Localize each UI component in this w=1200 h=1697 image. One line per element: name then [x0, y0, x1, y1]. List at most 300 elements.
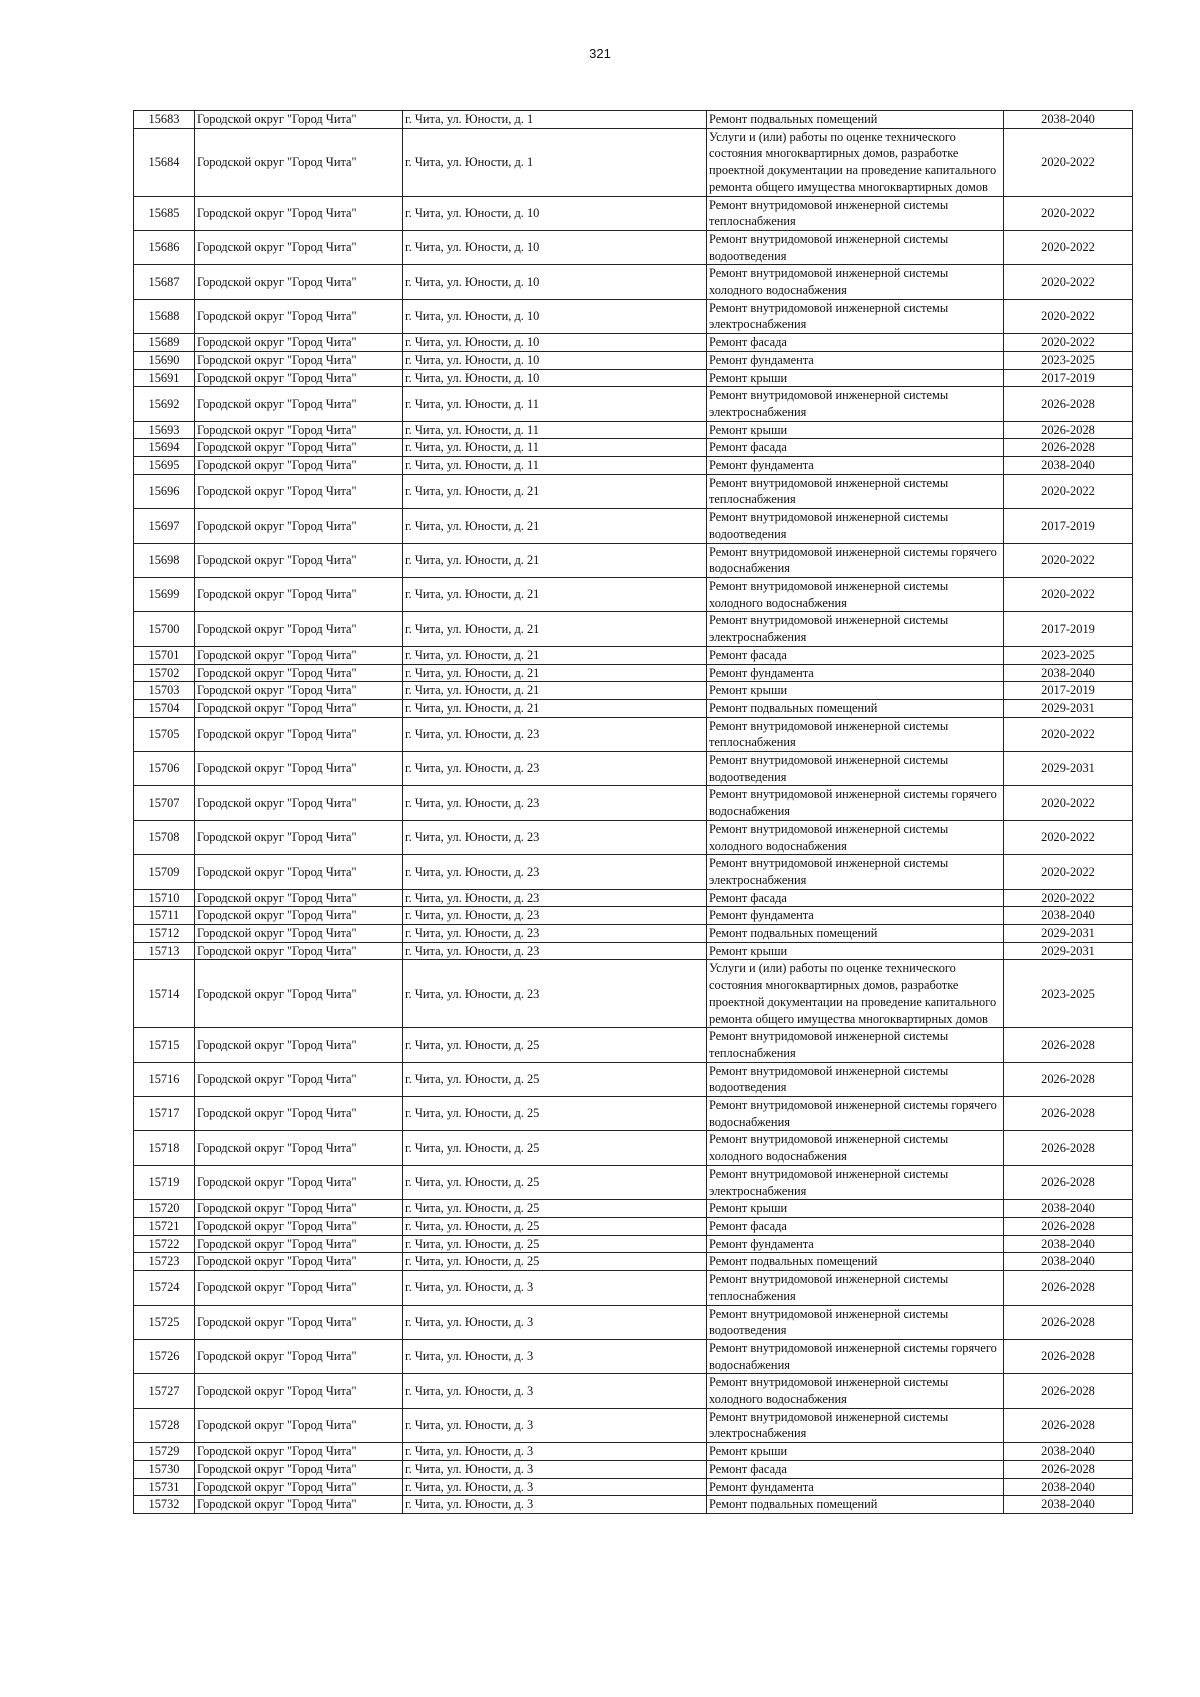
row-number-cell: 15731 [134, 1478, 195, 1496]
table-row [134, 439, 1133, 457]
table-row [134, 1374, 1133, 1408]
period-cell: 2026-2028 [1004, 1165, 1133, 1199]
address-cell: г. Чита, ул. Юности, д. 21 [403, 664, 707, 682]
table-row [134, 612, 1133, 646]
row-number-cell: 15727 [134, 1374, 195, 1408]
municipality-cell: Городской округ "Город Чита" [195, 889, 403, 907]
work-type-cell: Ремонт крыши [707, 682, 1004, 700]
address-cell: г. Чита, ул. Юности, д. 3 [403, 1339, 707, 1373]
row-number-cell: 15724 [134, 1271, 195, 1305]
municipality-cell: Городской округ "Город Чита" [195, 960, 403, 1028]
row-number-cell: 15687 [134, 265, 195, 299]
municipality-cell: Городской округ "Город Чита" [195, 717, 403, 751]
municipality-cell: Городской округ "Город Чита" [195, 1253, 403, 1271]
work-type-cell: Ремонт фундамента [707, 1235, 1004, 1253]
work-type-cell: Ремонт крыши [707, 1200, 1004, 1218]
row-number-cell: 15712 [134, 925, 195, 943]
municipality-cell: Городской округ "Город Чита" [195, 1374, 403, 1408]
address-cell: г. Чита, ул. Юности, д. 25 [403, 1062, 707, 1096]
municipality-cell: Городской округ "Город Чита" [195, 1443, 403, 1461]
table-row [134, 509, 1133, 543]
address-cell: г. Чита, ул. Юности, д. 21 [403, 577, 707, 611]
table-row [134, 1443, 1133, 1461]
row-number-cell: 15720 [134, 1200, 195, 1218]
period-cell: 2029-2031 [1004, 942, 1133, 960]
row-number-cell: 15689 [134, 334, 195, 352]
table-row [134, 351, 1133, 369]
municipality-cell: Городской округ "Город Чита" [195, 942, 403, 960]
municipality-cell: Городской округ "Город Чита" [195, 1028, 403, 1062]
work-type-cell: Услуги и (или) работы по оценке технического состояния многоквартирных домов, разработке проектной документации на проведение капитального ремонта общего имущества многоквартирных домов [707, 960, 1004, 1028]
row-number-cell: 15729 [134, 1443, 195, 1461]
table-row [134, 717, 1133, 751]
period-cell: 2017-2019 [1004, 612, 1133, 646]
municipality-cell: Городской округ "Город Чита" [195, 1496, 403, 1514]
table-row [134, 265, 1133, 299]
work-type-cell: Ремонт подвальных помещений [707, 111, 1004, 129]
period-cell: 2020-2022 [1004, 855, 1133, 889]
table-row [134, 387, 1133, 421]
address-cell: г. Чита, ул. Юности, д. 3 [403, 1496, 707, 1514]
work-type-cell: Ремонт внутридомовой инженерной системы водоотведения [707, 1305, 1004, 1339]
work-type-cell: Ремонт крыши [707, 369, 1004, 387]
table-row [134, 1253, 1133, 1271]
table-row [134, 1028, 1133, 1062]
row-number-cell: 15683 [134, 111, 195, 129]
work-type-cell: Ремонт внутридомовой инженерной системы теплоснабжения [707, 474, 1004, 508]
address-cell: г. Чита, ул. Юности, д. 10 [403, 369, 707, 387]
table-row [134, 699, 1133, 717]
period-cell: 2020-2022 [1004, 196, 1133, 230]
municipality-cell: Городской округ "Город Чита" [195, 1200, 403, 1218]
row-number-cell: 15715 [134, 1028, 195, 1062]
table-row [134, 646, 1133, 664]
table-row [134, 925, 1133, 943]
municipality-cell: Городской округ "Город Чита" [195, 543, 403, 577]
table-row [134, 111, 1133, 129]
period-cell: 2026-2028 [1004, 1218, 1133, 1236]
period-cell: 2017-2019 [1004, 509, 1133, 543]
period-cell: 2026-2028 [1004, 387, 1133, 421]
period-cell: 2026-2028 [1004, 1062, 1133, 1096]
municipality-cell: Городской округ "Город Чита" [195, 907, 403, 925]
table-row [134, 457, 1133, 475]
table-row [134, 1339, 1133, 1373]
work-type-cell: Ремонт внутридомовой инженерной системы электроснабжения [707, 855, 1004, 889]
row-number-cell: 15691 [134, 369, 195, 387]
table-row [134, 543, 1133, 577]
table-row [134, 1408, 1133, 1442]
municipality-cell: Городской округ "Город Чита" [195, 1165, 403, 1199]
period-cell: 2026-2028 [1004, 1097, 1133, 1131]
period-cell: 2026-2028 [1004, 1374, 1133, 1408]
row-number-cell: 15704 [134, 699, 195, 717]
address-cell: г. Чита, ул. Юности, д. 23 [403, 907, 707, 925]
period-cell: 2020-2022 [1004, 786, 1133, 820]
work-type-cell: Ремонт фундамента [707, 351, 1004, 369]
municipality-cell: Городской округ "Город Чита" [195, 1408, 403, 1442]
municipality-cell: Городской округ "Город Чита" [195, 1305, 403, 1339]
address-cell: г. Чита, ул. Юности, д. 10 [403, 230, 707, 264]
municipality-cell: Городской округ "Город Чита" [195, 752, 403, 786]
period-cell: 2020-2022 [1004, 889, 1133, 907]
work-type-cell: Ремонт фасада [707, 646, 1004, 664]
municipality-cell: Городской округ "Город Чита" [195, 1131, 403, 1165]
address-cell: г. Чита, ул. Юности, д. 21 [403, 682, 707, 700]
period-cell: 2026-2028 [1004, 421, 1133, 439]
row-number-cell: 15686 [134, 230, 195, 264]
municipality-cell: Городской округ "Город Чита" [195, 1271, 403, 1305]
work-type-cell: Ремонт подвальных помещений [707, 925, 1004, 943]
table-row [134, 1478, 1133, 1496]
period-cell: 2020-2022 [1004, 128, 1133, 196]
table-row [134, 682, 1133, 700]
period-cell: 2029-2031 [1004, 752, 1133, 786]
period-cell: 2026-2028 [1004, 1131, 1133, 1165]
row-number-cell: 15723 [134, 1253, 195, 1271]
work-type-cell: Ремонт фасада [707, 439, 1004, 457]
address-cell: г. Чита, ул. Юности, д. 11 [403, 387, 707, 421]
table-row [134, 907, 1133, 925]
table-row [134, 230, 1133, 264]
table-row [134, 786, 1133, 820]
row-number-cell: 15714 [134, 960, 195, 1028]
row-number-cell: 15732 [134, 1496, 195, 1514]
row-number-cell: 15721 [134, 1218, 195, 1236]
work-type-cell: Ремонт внутридомовой инженерной системы теплоснабжения [707, 196, 1004, 230]
table-row [134, 820, 1133, 854]
municipality-cell: Городской округ "Город Чита" [195, 509, 403, 543]
table-row [134, 664, 1133, 682]
period-cell: 2020-2022 [1004, 299, 1133, 333]
municipality-cell: Городской округ "Город Чита" [195, 299, 403, 333]
address-cell: г. Чита, ул. Юности, д. 21 [403, 646, 707, 664]
municipality-cell: Городской округ "Город Чита" [195, 351, 403, 369]
address-cell: г. Чита, ул. Юности, д. 10 [403, 351, 707, 369]
period-cell: 2020-2022 [1004, 265, 1133, 299]
address-cell: г. Чита, ул. Юности, д. 21 [403, 509, 707, 543]
work-type-cell: Ремонт внутридомовой инженерной системы теплоснабжения [707, 717, 1004, 751]
municipality-cell: Городской округ "Город Чита" [195, 1062, 403, 1096]
address-cell: г. Чита, ул. Юности, д. 23 [403, 786, 707, 820]
address-cell: г. Чита, ул. Юности, д. 3 [403, 1408, 707, 1442]
work-type-cell: Ремонт внутридомовой инженерной системы горячего водоснабжения [707, 1097, 1004, 1131]
municipality-cell: Городской округ "Город Чита" [195, 265, 403, 299]
table-row [134, 942, 1133, 960]
address-cell: г. Чита, ул. Юности, д. 25 [403, 1165, 707, 1199]
page-number: 321 [589, 46, 611, 61]
address-cell: г. Чита, ул. Юности, д. 21 [403, 699, 707, 717]
work-type-cell: Ремонт внутридомовой инженерной системы теплоснабжения [707, 1271, 1004, 1305]
work-type-cell: Ремонт фасада [707, 889, 1004, 907]
address-cell: г. Чита, ул. Юности, д. 10 [403, 334, 707, 352]
work-type-cell: Ремонт фасада [707, 334, 1004, 352]
period-cell: 2038-2040 [1004, 1496, 1133, 1514]
period-cell: 2017-2019 [1004, 682, 1133, 700]
table-row [134, 1235, 1133, 1253]
row-number-cell: 15719 [134, 1165, 195, 1199]
address-cell: г. Чита, ул. Юности, д. 1 [403, 111, 707, 129]
table-row [134, 196, 1133, 230]
row-number-cell: 15709 [134, 855, 195, 889]
period-cell: 2023-2025 [1004, 960, 1133, 1028]
row-number-cell: 15707 [134, 786, 195, 820]
address-cell: г. Чита, ул. Юности, д. 23 [403, 855, 707, 889]
row-number-cell: 15711 [134, 907, 195, 925]
address-cell: г. Чита, ул. Юности, д. 21 [403, 612, 707, 646]
municipality-cell: Городской округ "Город Чита" [195, 439, 403, 457]
table-row [134, 474, 1133, 508]
work-type-cell: Ремонт внутридомовой инженерной системы горячего водоснабжения [707, 1339, 1004, 1373]
table-row [134, 369, 1133, 387]
row-number-cell: 15690 [134, 351, 195, 369]
municipality-cell: Городской округ "Город Чита" [195, 128, 403, 196]
municipality-cell: Городской округ "Город Чита" [195, 855, 403, 889]
municipality-cell: Городской округ "Город Чита" [195, 421, 403, 439]
period-cell: 2038-2040 [1004, 111, 1133, 129]
address-cell: г. Чита, ул. Юности, д. 25 [403, 1235, 707, 1253]
address-cell: г. Чита, ул. Юности, д. 11 [403, 421, 707, 439]
period-cell: 2038-2040 [1004, 1478, 1133, 1496]
municipality-cell: Городской округ "Город Чита" [195, 1478, 403, 1496]
row-number-cell: 15696 [134, 474, 195, 508]
municipality-cell: Городской округ "Город Чита" [195, 387, 403, 421]
work-type-cell: Ремонт внутридомовой инженерной системы электроснабжения [707, 1165, 1004, 1199]
municipality-cell: Городской округ "Город Чита" [195, 699, 403, 717]
table-row [134, 128, 1133, 196]
row-number-cell: 15726 [134, 1339, 195, 1373]
table-row [134, 1062, 1133, 1096]
table-row [134, 334, 1133, 352]
address-cell: г. Чита, ул. Юности, д. 23 [403, 925, 707, 943]
period-cell: 2023-2025 [1004, 351, 1133, 369]
table-row [134, 1200, 1133, 1218]
period-cell: 2038-2040 [1004, 1200, 1133, 1218]
row-number-cell: 15705 [134, 717, 195, 751]
work-type-cell: Ремонт внутридомовой инженерной системы холодного водоснабжения [707, 1374, 1004, 1408]
municipality-cell: Городской округ "Город Чита" [195, 820, 403, 854]
period-cell: 2023-2025 [1004, 646, 1133, 664]
period-cell: 2026-2028 [1004, 1028, 1133, 1062]
address-cell: г. Чита, ул. Юности, д. 10 [403, 299, 707, 333]
work-type-cell: Ремонт внутридомовой инженерной системы горячего водоснабжения [707, 543, 1004, 577]
period-cell: 2026-2028 [1004, 1460, 1133, 1478]
work-type-cell: Ремонт внутридомовой инженерной системы холодного водоснабжения [707, 577, 1004, 611]
work-type-cell: Ремонт внутридомовой инженерной системы холодного водоснабжения [707, 265, 1004, 299]
table-row [134, 577, 1133, 611]
row-number-cell: 15725 [134, 1305, 195, 1339]
table-row [134, 299, 1133, 333]
work-type-cell: Ремонт фундамента [707, 1478, 1004, 1496]
work-type-cell: Ремонт внутридомовой инженерной системы теплоснабжения [707, 1028, 1004, 1062]
table-row [134, 421, 1133, 439]
table-row [134, 1271, 1133, 1305]
row-number-cell: 15699 [134, 577, 195, 611]
period-cell: 2038-2040 [1004, 664, 1133, 682]
address-cell: г. Чита, ул. Юности, д. 21 [403, 474, 707, 508]
row-number-cell: 15717 [134, 1097, 195, 1131]
work-type-cell: Ремонт крыши [707, 942, 1004, 960]
address-cell: г. Чита, ул. Юности, д. 23 [403, 889, 707, 907]
work-type-cell: Ремонт крыши [707, 1443, 1004, 1461]
work-type-cell: Ремонт внутридомовой инженерной системы водоотведения [707, 752, 1004, 786]
municipality-cell: Городской округ "Город Чита" [195, 1097, 403, 1131]
period-cell: 2038-2040 [1004, 1235, 1133, 1253]
row-number-cell: 15700 [134, 612, 195, 646]
address-cell: г. Чита, ул. Юности, д. 25 [403, 1253, 707, 1271]
municipality-cell: Городской округ "Город Чита" [195, 664, 403, 682]
repair-schedule-table [133, 110, 1133, 1514]
municipality-cell: Городской округ "Город Чита" [195, 334, 403, 352]
address-cell: г. Чита, ул. Юности, д. 3 [403, 1305, 707, 1339]
address-cell: г. Чита, ул. Юности, д. 3 [403, 1374, 707, 1408]
work-type-cell: Ремонт внутридомовой инженерной системы холодного водоснабжения [707, 820, 1004, 854]
address-cell: г. Чита, ул. Юности, д. 25 [403, 1218, 707, 1236]
period-cell: 2029-2031 [1004, 699, 1133, 717]
municipality-cell: Городской округ "Город Чита" [195, 786, 403, 820]
period-cell: 2020-2022 [1004, 474, 1133, 508]
municipality-cell: Городской округ "Город Чита" [195, 1339, 403, 1373]
address-cell: г. Чита, ул. Юности, д. 3 [403, 1460, 707, 1478]
work-type-cell: Ремонт внутридомовой инженерной системы электроснабжения [707, 387, 1004, 421]
municipality-cell: Городской округ "Город Чита" [195, 196, 403, 230]
work-type-cell: Ремонт внутридомовой инженерной системы электроснабжения [707, 299, 1004, 333]
work-type-cell: Ремонт подвальных помещений [707, 1496, 1004, 1514]
period-cell: 2026-2028 [1004, 1271, 1133, 1305]
row-number-cell: 15693 [134, 421, 195, 439]
municipality-cell: Городской округ "Город Чита" [195, 925, 403, 943]
work-type-cell: Ремонт фасада [707, 1460, 1004, 1478]
period-cell: 2029-2031 [1004, 925, 1133, 943]
row-number-cell: 15685 [134, 196, 195, 230]
period-cell: 2020-2022 [1004, 334, 1133, 352]
address-cell: г. Чита, ул. Юности, д. 25 [403, 1097, 707, 1131]
period-cell: 2038-2040 [1004, 457, 1133, 475]
period-cell: 2026-2028 [1004, 1339, 1133, 1373]
municipality-cell: Городской округ "Город Чита" [195, 612, 403, 646]
work-type-cell: Ремонт внутридомовой инженерной системы водоотведения [707, 509, 1004, 543]
municipality-cell: Городской округ "Город Чита" [195, 230, 403, 264]
work-type-cell: Ремонт внутридомовой инженерной системы электроснабжения [707, 1408, 1004, 1442]
table-row [134, 1097, 1133, 1131]
row-number-cell: 15716 [134, 1062, 195, 1096]
address-cell: г. Чита, ул. Юности, д. 10 [403, 196, 707, 230]
work-type-cell: Ремонт фундамента [707, 664, 1004, 682]
period-cell: 2038-2040 [1004, 1443, 1133, 1461]
row-number-cell: 15702 [134, 664, 195, 682]
period-cell: 2026-2028 [1004, 1305, 1133, 1339]
period-cell: 2038-2040 [1004, 907, 1133, 925]
table-row [134, 1460, 1133, 1478]
period-cell: 2038-2040 [1004, 1253, 1133, 1271]
work-type-cell: Ремонт внутридомовой инженерной системы водоотведения [707, 1062, 1004, 1096]
row-number-cell: 15706 [134, 752, 195, 786]
table-row [134, 1131, 1133, 1165]
period-cell: 2020-2022 [1004, 577, 1133, 611]
row-number-cell: 15730 [134, 1460, 195, 1478]
municipality-cell: Городской округ "Город Чита" [195, 369, 403, 387]
table-row [134, 889, 1133, 907]
period-cell: 2020-2022 [1004, 820, 1133, 854]
table-row [134, 1165, 1133, 1199]
row-number-cell: 15692 [134, 387, 195, 421]
address-cell: г. Чита, ул. Юности, д. 23 [403, 752, 707, 786]
municipality-cell: Городской округ "Город Чита" [195, 1235, 403, 1253]
municipality-cell: Городской округ "Город Чита" [195, 1218, 403, 1236]
row-number-cell: 15708 [134, 820, 195, 854]
address-cell: г. Чита, ул. Юности, д. 3 [403, 1478, 707, 1496]
period-cell: 2026-2028 [1004, 1408, 1133, 1442]
municipality-cell: Городской округ "Город Чита" [195, 111, 403, 129]
address-cell: г. Чита, ул. Юности, д. 10 [403, 265, 707, 299]
municipality-cell: Городской округ "Город Чита" [195, 1460, 403, 1478]
address-cell: г. Чита, ул. Юности, д. 23 [403, 960, 707, 1028]
row-number-cell: 15710 [134, 889, 195, 907]
period-cell: 2017-2019 [1004, 369, 1133, 387]
address-cell: г. Чита, ул. Юности, д. 1 [403, 128, 707, 196]
address-cell: г. Чита, ул. Юности, д. 25 [403, 1131, 707, 1165]
work-type-cell: Ремонт фундамента [707, 457, 1004, 475]
row-number-cell: 15728 [134, 1408, 195, 1442]
address-cell: г. Чита, ул. Юности, д. 21 [403, 543, 707, 577]
municipality-cell: Городской округ "Город Чита" [195, 577, 403, 611]
municipality-cell: Городской округ "Город Чита" [195, 646, 403, 664]
row-number-cell: 15703 [134, 682, 195, 700]
row-number-cell: 15698 [134, 543, 195, 577]
row-number-cell: 15695 [134, 457, 195, 475]
table-row [134, 1496, 1133, 1514]
address-cell: г. Чита, ул. Юности, д. 11 [403, 457, 707, 475]
period-cell: 2026-2028 [1004, 439, 1133, 457]
row-number-cell: 15697 [134, 509, 195, 543]
work-type-cell: Ремонт внутридомовой инженерной системы электроснабжения [707, 612, 1004, 646]
row-number-cell: 15684 [134, 128, 195, 196]
row-number-cell: 15694 [134, 439, 195, 457]
address-cell: г. Чита, ул. Юности, д. 25 [403, 1028, 707, 1062]
work-type-cell: Ремонт внутридомовой инженерной системы водоотведения [707, 230, 1004, 264]
period-cell: 2020-2022 [1004, 717, 1133, 751]
row-number-cell: 15701 [134, 646, 195, 664]
municipality-cell: Городской округ "Город Чита" [195, 474, 403, 508]
work-type-cell: Услуги и (или) работы по оценке технического состояния многоквартирных домов, разработке проектной документации на проведение капитального ремонта общего имущества многоквартирных домов [707, 128, 1004, 196]
table-row [134, 855, 1133, 889]
address-cell: г. Чита, ул. Юности, д. 23 [403, 820, 707, 854]
period-cell: 2020-2022 [1004, 230, 1133, 264]
work-type-cell: Ремонт крыши [707, 421, 1004, 439]
address-cell: г. Чита, ул. Юности, д. 23 [403, 717, 707, 751]
row-number-cell: 15713 [134, 942, 195, 960]
work-type-cell: Ремонт внутридомовой инженерной системы холодного водоснабжения [707, 1131, 1004, 1165]
row-number-cell: 15718 [134, 1131, 195, 1165]
work-type-cell: Ремонт фасада [707, 1218, 1004, 1236]
table-row [134, 1305, 1133, 1339]
municipality-cell: Городской округ "Город Чита" [195, 682, 403, 700]
address-cell: г. Чита, ул. Юности, д. 3 [403, 1443, 707, 1461]
work-type-cell: Ремонт внутридомовой инженерной системы горячего водоснабжения [707, 786, 1004, 820]
table-body [134, 111, 1133, 1514]
address-cell: г. Чита, ул. Юности, д. 3 [403, 1271, 707, 1305]
address-cell: г. Чита, ул. Юности, д. 25 [403, 1200, 707, 1218]
row-number-cell: 15722 [134, 1235, 195, 1253]
work-type-cell: Ремонт подвальных помещений [707, 1253, 1004, 1271]
row-number-cell: 15688 [134, 299, 195, 333]
municipality-cell: Городской округ "Город Чита" [195, 457, 403, 475]
address-cell: г. Чита, ул. Юности, д. 11 [403, 439, 707, 457]
table-row [134, 960, 1133, 1028]
period-cell: 2020-2022 [1004, 543, 1133, 577]
table-row [134, 752, 1133, 786]
table-row [134, 1218, 1133, 1236]
